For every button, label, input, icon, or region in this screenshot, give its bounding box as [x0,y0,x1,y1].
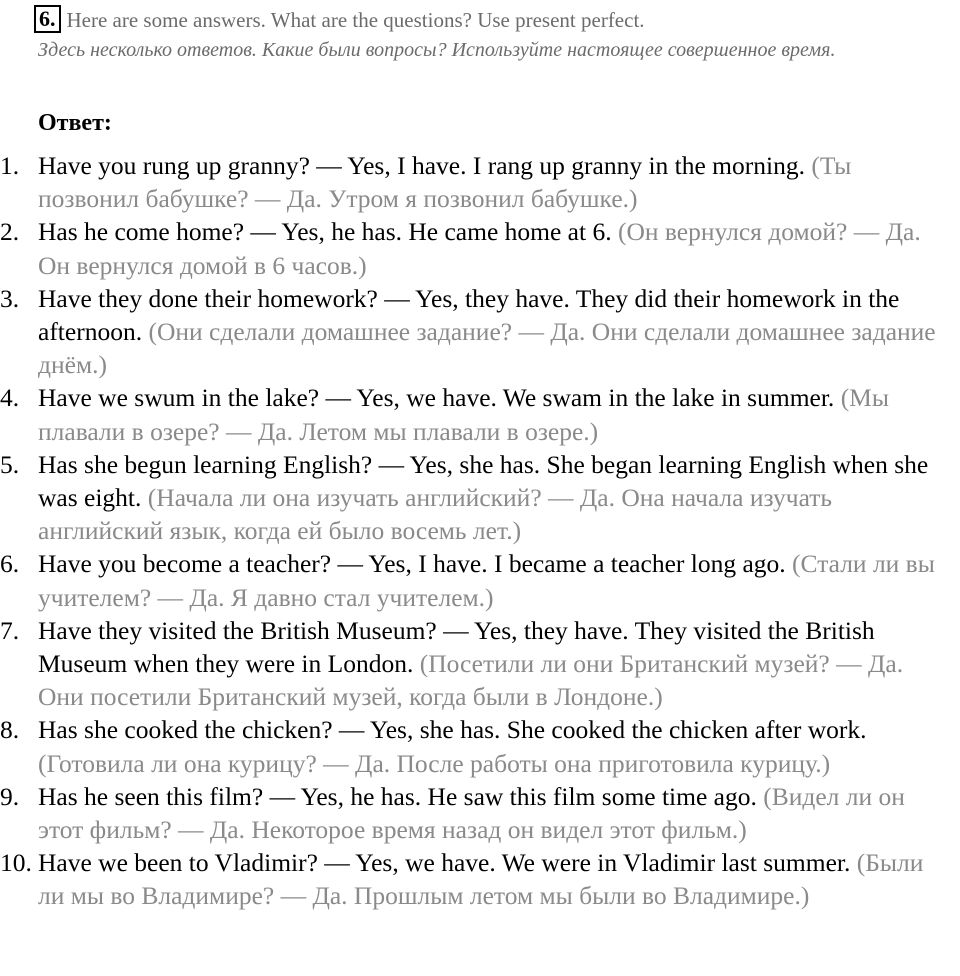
answer-english: Have we swum in the lake? — Yes, we have. We swam in the lake in summer. [38,383,835,413]
answer-item-8 [0,713,955,779]
answer-translation: (Видел ли он этот фильм? — Да. Некоторое время назад он видел этот фильм.) [38,781,905,845]
answer-list [0,149,955,913]
answer-number: 5. [0,449,20,479]
answer-english: Have you become a teacher? — Yes, I have. I became a teacher long ago. [38,549,786,579]
task-instruction-ru: Здесь несколько ответов. Какие были вопросы? Используйте настоящее совершенное время. [38,39,836,61]
answer-number: 3. [0,283,20,313]
answer-english: Has he seen this film? — Yes, he has. He saw this film some time ago. [38,781,757,811]
answer-translation: (Готовила ли она курицу? — Да. После работы она приготовила курицу.) [38,748,831,778]
answer-number: 2. [0,217,20,247]
answer-heading: Ответ: [38,110,112,136]
answer-item-5 [0,448,955,548]
answer-english: Have they done their homework? — Yes, they have. They did their homework in the afternoon. [38,283,900,347]
answer-english: Have we been to Vladimir? — Yes, we have. We were in Vladimir last summer. [38,848,851,878]
answer-item-1 [0,149,955,215]
answer-translation: (Он вернулся домой? — Да. Он вернулся домой в 6 часов.) [38,217,921,280]
answer-item-4 [0,381,955,447]
answer-number: 1. [0,151,20,180]
answer-translation: (Ты позвонил бабушке? — Да. Утром я позвонил бабушке.) [38,151,852,214]
answer-number: 8. [0,715,20,745]
answer-number: 4. [0,383,20,413]
answer-item-3 [0,282,955,382]
answer-english: Have they visited the British Museum? — Yes, they have. They visited the British Museum when they were in London. [38,615,875,679]
answer-item-6 [0,547,955,613]
task-header [34,5,954,34]
answer-english: Has he come home? — Yes, he has. He came home at 6. [38,217,612,247]
answer-item-2 [0,215,955,281]
answer-number: 9. [0,781,20,811]
answer-english: Have you rung up granny? — Yes, I have. I rang up granny in the morning. [38,151,805,180]
answer-item-9 [0,780,955,846]
answer-translation: (Были ли мы во Владимире? — Да. Прошлым летом мы были во Владимире.) [38,848,924,911]
task-number-box: 6. [34,5,61,33]
answer-translation: (Стали ли вы учителем? — Да. Я давно стал учителем.) [38,549,935,612]
answer-translation: (Посетили ли они Британский музей? — Да. Они посетили Британский музей, когда были в Лондоне.) [38,649,904,712]
answer-translation: (Они сделали домашнее задание? — Да. Они сделали домашнее задание днём.) [38,317,936,380]
task-instruction-en: Here are some answers. What are the questions? Use present perfect. [66,8,645,32]
answer-number: 10. [0,848,32,878]
answer-english: Has she cooked the chicken? — Yes, she has. She cooked the chicken after work. [38,715,867,745]
answer-english: Has she begun learning English? — Yes, she has. She began learning English when she was eight. [38,449,929,513]
answer-item-7 [0,614,955,714]
answer-item-10 [0,846,955,912]
answer-number: 6. [0,549,20,579]
answer-number: 7. [0,615,20,645]
answer-translation: (Мы плавали в озере? — Да. Летом мы плавали в озере.) [38,383,889,446]
answer-translation: (Начала ли она изучать английский? — Да. Она начала изучать английский язык, когда ей было восемь лет.) [38,483,833,546]
